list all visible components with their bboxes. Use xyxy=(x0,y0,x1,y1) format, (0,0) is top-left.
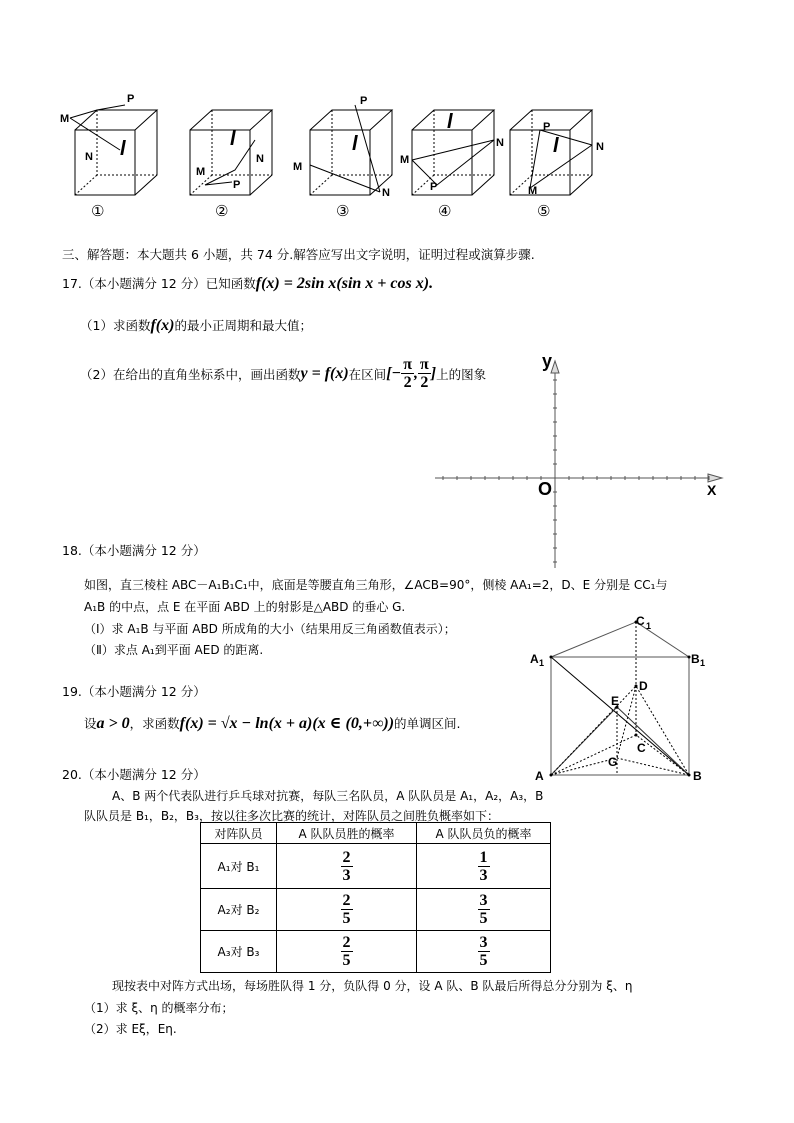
q20-line1: A、B 两个代表队进行乒乓球对抗赛，每队三名队员，A 队队员是 A₁，A₂，A₃，B xyxy=(112,789,544,803)
label-N: N xyxy=(85,151,93,163)
cell-match: A₃对 B₃ xyxy=(201,931,277,973)
label-N: N xyxy=(596,141,604,153)
origin-label: O xyxy=(538,479,553,499)
header-match: 对阵队员 xyxy=(201,823,277,844)
cube-5 xyxy=(510,110,592,195)
denominator: 2 xyxy=(420,374,429,391)
header-win: A 队队员胜的概率 xyxy=(277,823,417,844)
label-N: N xyxy=(382,187,390,199)
comma: , xyxy=(413,364,418,382)
q20-title: 20.（本小题满分 12 分） xyxy=(62,767,206,782)
label-P: P xyxy=(543,121,551,133)
q18-part2: （Ⅱ）求点 A₁到平面 AED 的距离. xyxy=(84,643,264,657)
point-C1: C xyxy=(636,614,645,628)
point-A1: A xyxy=(530,652,539,666)
denominator: 3 xyxy=(342,866,351,884)
label-M: M xyxy=(196,166,206,178)
q17-part1-text: （1）求函数 xyxy=(80,318,151,333)
q18-line2: A₁B 的中点，点 E 在平面 ABD 上的射影是△ABD 的垂心 G. xyxy=(84,600,406,614)
denominator: 3 xyxy=(479,866,488,884)
cell-win xyxy=(277,889,417,931)
denominator: 5 xyxy=(479,952,488,969)
label-N: N xyxy=(256,153,264,165)
numerator: 1 xyxy=(479,848,488,866)
label-M: M xyxy=(293,161,303,173)
cube-label-3: ③ xyxy=(336,202,350,220)
cell-lose xyxy=(417,889,551,931)
line-l: l xyxy=(447,111,453,133)
y-axis-label: y xyxy=(542,355,553,371)
q17-title: 17.（本小题满分 12 分）已知函数 xyxy=(62,276,256,291)
cell-lose xyxy=(417,931,551,973)
line-l: l xyxy=(352,133,358,155)
q17-part1-text2: 的最小正周期和最大值； xyxy=(174,318,312,333)
q17-part2-fx: y = f(x) xyxy=(300,364,349,382)
numerator: 2 xyxy=(342,892,351,909)
q17-part1 xyxy=(80,316,312,335)
header-lose: A 队队员负的概率 xyxy=(417,823,551,844)
cell-win xyxy=(277,931,417,973)
cell-win xyxy=(277,844,417,889)
q19-formula: f(x) = √x − ln(x + a)(x ∈ (0,+∞)) xyxy=(179,715,395,732)
q20-line2: 队队员是 B₁，B₂，B₃，按以往多次比赛的统计，对阵队员之间胜负概率如下： xyxy=(84,809,499,823)
point-G: G xyxy=(608,755,618,769)
subscript: 1 xyxy=(700,658,706,668)
label-M: M xyxy=(528,185,538,197)
table-row xyxy=(201,844,551,889)
q20-part2: （2）求 Eξ，Eη. xyxy=(84,1022,177,1036)
prism-figure xyxy=(525,610,725,790)
q17-intro xyxy=(62,274,433,293)
q17-part2-post: 上的图象 xyxy=(436,366,487,382)
numerator: 3 xyxy=(479,892,488,909)
q20-part1: （1）求 ξ、η 的概率分布； xyxy=(84,1001,234,1015)
cube-label-2: ② xyxy=(215,202,229,220)
subscript: 1 xyxy=(539,658,545,668)
line-l: l xyxy=(553,135,559,157)
numerator: 2 xyxy=(342,848,351,866)
label-M: M xyxy=(60,113,70,125)
numerator: π xyxy=(419,356,429,373)
numerator: 2 xyxy=(342,934,351,951)
q19-title: 19.（本小题满分 12 分） xyxy=(62,684,206,699)
q18-part1: （Ⅰ）求 A₁B 与平面 ABD 所成角的大小（结果用反三角函数值表示）； xyxy=(84,622,456,636)
denominator: 5 xyxy=(479,910,488,927)
point-E: E xyxy=(611,694,620,708)
point-A: A xyxy=(535,769,544,783)
point-B: B xyxy=(693,769,702,783)
coordinate-axes xyxy=(430,355,730,570)
label-P: P xyxy=(233,179,241,191)
q17-part1-fx: f(x) xyxy=(150,317,175,334)
cube-4 xyxy=(412,110,494,195)
cell-match: A₂对 B₂ xyxy=(201,889,277,931)
q17-part2-mid: 在区间 xyxy=(348,366,387,382)
point-C: C xyxy=(637,741,646,755)
interval-close: ] xyxy=(430,364,437,382)
q17-part2 xyxy=(80,356,486,391)
q19-condition: a > 0 xyxy=(96,715,130,732)
frac-pi-2 xyxy=(418,356,431,391)
cube-label-5: ⑤ xyxy=(537,202,551,220)
q19-body xyxy=(84,713,461,733)
cube-3 xyxy=(310,105,392,195)
cell-lose xyxy=(417,844,551,889)
cell-match: A₁对 B₁ xyxy=(201,844,277,889)
cube-1 xyxy=(70,105,157,195)
label-P: P xyxy=(430,181,438,193)
q18-line1: 如图，直三棱柱 ABC－A₁B₁C₁中，底面是等腰直角三角形，∠ACB=90°，侧棱 AA₁=2，D、E 分别是 CC₁与 xyxy=(84,578,668,592)
x-axis-label: X xyxy=(707,482,717,498)
denominator: 2 xyxy=(403,374,412,391)
section-heading: 三、解答题：本大题共 6 小题，共 74 分.解答应写出文字说明，证明过程或演算步骤. xyxy=(62,247,535,262)
q17-part2-text: （2）在给出的直角坐标系中，画出函数 xyxy=(80,366,301,382)
table-row xyxy=(201,889,551,931)
subscript: 1 xyxy=(646,621,652,631)
q19-mid: ，求函数 xyxy=(129,716,180,731)
q18-title: 18.（本小题满分 12 分） xyxy=(62,543,206,558)
probability-table xyxy=(200,822,551,973)
q19-post: 的单调区间. xyxy=(394,716,461,731)
q19-pre: 设 xyxy=(84,716,97,731)
label-P: P xyxy=(360,95,368,107)
table-header-row xyxy=(201,823,551,844)
q20-line3: 现按表中对阵方式出场，每场胜队得 1 分，负队得 0 分，设 A 队、B 队最后所得总分分别为 ξ、η xyxy=(112,979,633,993)
numerator: π xyxy=(403,356,412,373)
q17-formula: f(x) = 2sin x(sin x + cos x). xyxy=(255,275,434,292)
table-row xyxy=(201,931,551,973)
label-N: N xyxy=(496,137,504,149)
point-D: D xyxy=(639,679,648,693)
numerator: 3 xyxy=(479,934,488,951)
label-M: M xyxy=(400,154,410,166)
denominator: 5 xyxy=(342,952,351,969)
cube-label-4: ④ xyxy=(438,202,452,220)
frac-pi-2 xyxy=(401,356,414,391)
denominator: 5 xyxy=(342,910,351,927)
cube-label-1: ① xyxy=(91,202,105,220)
label-P: P xyxy=(127,93,135,105)
line-l: l xyxy=(230,128,236,150)
interval-open: [− xyxy=(386,364,402,382)
point-B1: B xyxy=(691,652,700,666)
line-l: l xyxy=(120,138,126,160)
